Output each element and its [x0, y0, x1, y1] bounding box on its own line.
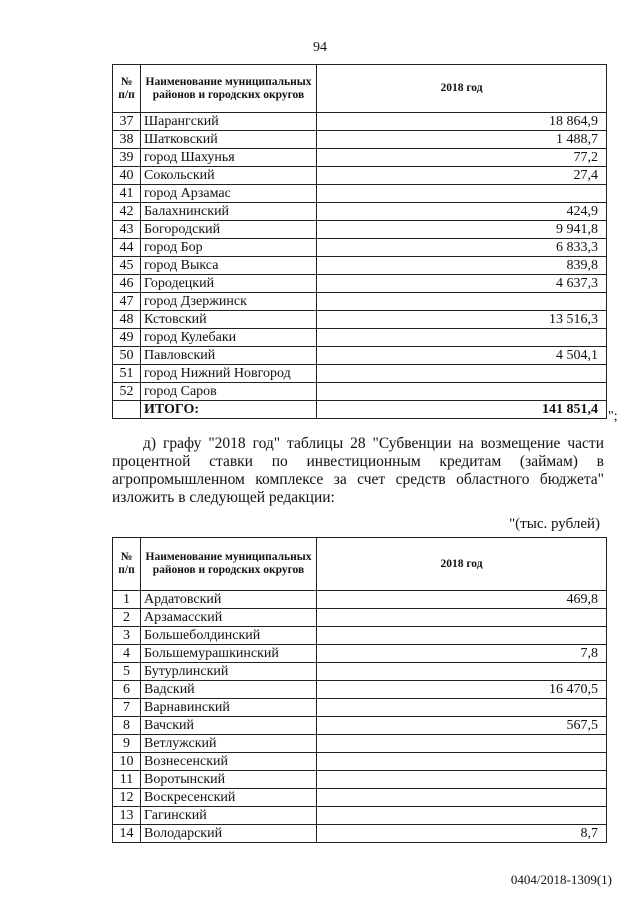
row-number: 51	[113, 365, 141, 383]
table-row	[113, 609, 607, 627]
row-number: 46	[113, 275, 141, 293]
table-row	[113, 239, 607, 257]
table-row	[113, 203, 607, 221]
row-value	[317, 627, 607, 645]
table-row	[113, 293, 607, 311]
row-number: 5	[113, 663, 141, 681]
total-value: 141 851,4	[317, 401, 607, 419]
row-value: 839,8	[317, 257, 607, 275]
table-row	[113, 735, 607, 753]
table-header-row	[113, 65, 607, 113]
header-year: 2018 год	[317, 65, 607, 113]
row-number: 2	[113, 609, 141, 627]
header-num: № п/п	[113, 65, 141, 113]
row-value: 4 504,1	[317, 347, 607, 365]
row-name: Вознесенский	[141, 753, 317, 771]
row-number: 43	[113, 221, 141, 239]
table-row	[113, 825, 607, 843]
row-number: 9	[113, 735, 141, 753]
units-label: "(тыс. рублей)	[509, 516, 600, 532]
table-row	[113, 347, 607, 365]
table-row	[113, 311, 607, 329]
table-row	[113, 275, 607, 293]
row-name: Шарангский	[141, 113, 317, 131]
row-name: Варнавинский	[141, 699, 317, 717]
row-value: 424,9	[317, 203, 607, 221]
row-number: 50	[113, 347, 141, 365]
table-row	[113, 113, 607, 131]
row-number: 48	[113, 311, 141, 329]
row-name: город Нижний Новгород	[141, 365, 317, 383]
row-value	[317, 771, 607, 789]
table-row	[113, 681, 607, 699]
row-number: 1	[113, 591, 141, 609]
document-code: 0404/2018-1309(1)	[510, 872, 612, 887]
row-name: Городецкий	[141, 275, 317, 293]
row-number: 47	[113, 293, 141, 311]
row-value: 8,7	[317, 825, 607, 843]
row-number: 45	[113, 257, 141, 275]
table-row	[113, 185, 607, 203]
row-number: 13	[113, 807, 141, 825]
row-value	[317, 185, 607, 203]
row-number: 10	[113, 753, 141, 771]
row-value: 18 864,9	[317, 113, 607, 131]
row-value	[317, 753, 607, 771]
row-name: Ардатовский	[141, 591, 317, 609]
row-name: город Кулебаки	[141, 329, 317, 347]
row-name: город Саров	[141, 383, 317, 401]
row-name: Воротынский	[141, 771, 317, 789]
table-row	[113, 149, 607, 167]
row-name: Кстовский	[141, 311, 317, 329]
table-row	[113, 167, 607, 185]
row-name: город Выкса	[141, 257, 317, 275]
row-value	[317, 293, 607, 311]
row-value	[317, 789, 607, 807]
row-number: 41	[113, 185, 141, 203]
row-value: 77,2	[317, 149, 607, 167]
row-value: 27,4	[317, 167, 607, 185]
row-name: Бутурлинский	[141, 663, 317, 681]
table-row	[113, 131, 607, 149]
row-number: 8	[113, 717, 141, 735]
row-number: 44	[113, 239, 141, 257]
row-number: 37	[113, 113, 141, 131]
row-value	[317, 365, 607, 383]
row-name: Богородский	[141, 221, 317, 239]
row-value: 9 941,8	[317, 221, 607, 239]
row-value	[317, 807, 607, 825]
row-name: Ветлужский	[141, 735, 317, 753]
table-row	[113, 771, 607, 789]
row-value: 7,8	[317, 645, 607, 663]
row-name: город Шахунья	[141, 149, 317, 167]
total-label: ИТОГО:	[141, 401, 317, 419]
subsidy-table-1	[112, 64, 607, 419]
table-row	[113, 221, 607, 239]
row-value: 4 637,3	[317, 275, 607, 293]
table-row	[113, 365, 607, 383]
row-value	[317, 329, 607, 347]
row-number: 11	[113, 771, 141, 789]
row-name: Большеболдинский	[141, 627, 317, 645]
row-name: Большемурашкинский	[141, 645, 317, 663]
row-number: 3	[113, 627, 141, 645]
row-name: Воскресенский	[141, 789, 317, 807]
row-name: Гагинский	[141, 807, 317, 825]
row-number: 6	[113, 681, 141, 699]
header-year: 2018 год	[317, 538, 607, 591]
table-row	[113, 627, 607, 645]
header-name: Наименование муниципальных районов и городских округов	[141, 65, 317, 113]
row-value	[317, 663, 607, 681]
closing-quote: ";	[608, 409, 618, 424]
row-number: 49	[113, 329, 141, 347]
header-name: Наименование муниципальных районов и городских округов	[141, 538, 317, 591]
row-value	[317, 383, 607, 401]
row-value: 6 833,3	[317, 239, 607, 257]
row-number: 4	[113, 645, 141, 663]
row-name: город Дзержинск	[141, 293, 317, 311]
table-row	[113, 257, 607, 275]
row-name: город Арзамас	[141, 185, 317, 203]
total-row	[113, 401, 607, 419]
row-name: Вадский	[141, 681, 317, 699]
table-row	[113, 645, 607, 663]
row-value	[317, 609, 607, 627]
table-row	[113, 699, 607, 717]
total-num-cell	[113, 401, 141, 419]
row-number: 12	[113, 789, 141, 807]
table-header-row	[113, 538, 607, 591]
amendment-text: д) графу "2018 год" таблицы 28 "Субвенции на возмещение части процентной ставки по инвестиционным кредитам (займам) в агропромышленном комплексе за счет средств областного бюджета" изложить в следующей редакции:	[112, 435, 604, 506]
row-number: 42	[113, 203, 141, 221]
table-row	[113, 591, 607, 609]
row-value	[317, 699, 607, 717]
row-name: Балахнинский	[141, 203, 317, 221]
table-row	[113, 717, 607, 735]
table-row	[113, 807, 607, 825]
row-value	[317, 735, 607, 753]
table-row	[113, 753, 607, 771]
row-value: 1 488,7	[317, 131, 607, 149]
header-num: № п/п	[113, 538, 141, 591]
row-name: Шатковский	[141, 131, 317, 149]
row-value: 13 516,3	[317, 311, 607, 329]
table-row	[113, 383, 607, 401]
row-name: город Бор	[141, 239, 317, 257]
row-number: 40	[113, 167, 141, 185]
row-name: Арзамасский	[141, 609, 317, 627]
row-number: 52	[113, 383, 141, 401]
row-name: Володарский	[141, 825, 317, 843]
row-name: Сокольский	[141, 167, 317, 185]
row-name: Вачский	[141, 717, 317, 735]
row-name: Павловский	[141, 347, 317, 365]
row-number: 38	[113, 131, 141, 149]
row-number: 39	[113, 149, 141, 167]
row-value: 567,5	[317, 717, 607, 735]
table-row	[113, 663, 607, 681]
table-row	[113, 789, 607, 807]
row-value: 469,8	[317, 591, 607, 609]
row-value: 16 470,5	[317, 681, 607, 699]
row-number: 7	[113, 699, 141, 717]
row-number: 14	[113, 825, 141, 843]
table-row	[113, 329, 607, 347]
subsidy-table-2	[112, 537, 607, 843]
amendment-paragraph	[112, 435, 604, 507]
page-number: 94	[313, 40, 327, 55]
